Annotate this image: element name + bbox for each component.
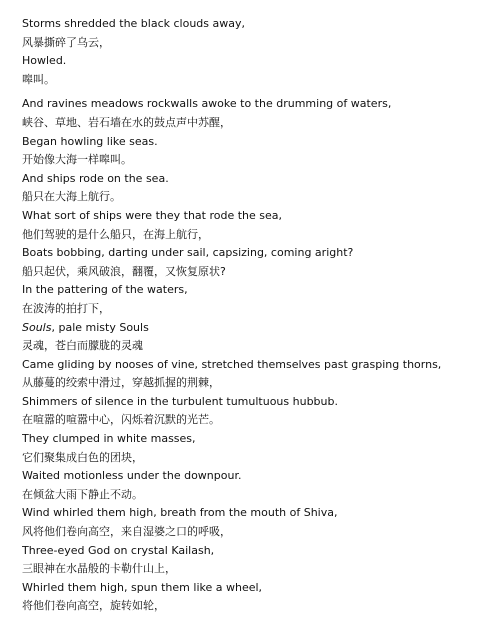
poem-line: 嗥叫。 [22, 72, 55, 86]
poem-line: Came gliding by nooses of vine, stretched themselves past grasping thorns, [22, 357, 442, 371]
poem-line: Storms shredded the black clouds away, [22, 17, 246, 30]
poem-line: 开始像大海一样嗥叫。 [22, 153, 132, 167]
poem-line: Wind whirled them high, breath from the mouth of Shiva, [22, 506, 338, 520]
poem-line: In the pattering of the waters, [22, 283, 188, 297]
poem-line: Howled. [22, 54, 67, 68]
poem-line: Boats bobbing, darting under sail, capsizing, coming aright? [22, 246, 354, 260]
poem-line: And ravines meadows rockwalls awoke to the drumming of waters, [22, 97, 392, 111]
poem-line: 它们聚集成白色的团块， [22, 450, 143, 464]
poem-line: 三眼神在水晶般的卡勒什山上， [22, 562, 176, 576]
poem-line: 将他们卷向高空，旋转如轮， [22, 599, 165, 613]
poem-line-rest: , pale misty Souls [51, 320, 149, 334]
poem-line: Whirled them high, spun them like a wheel, [22, 580, 263, 594]
poem-line: Shimmers of silence in the turbulent tumultuous hubbub. [22, 394, 338, 408]
poem-line: 船只起伏，乘风破浪，翻覆，又恢复原状? [22, 264, 226, 278]
poem-line: Began howling like seas. [22, 134, 158, 148]
poem-line: Waited motionless under the downpour. [22, 469, 242, 483]
poem-line-italic: Souls [22, 320, 52, 334]
stanza-2 [22, 95, 490, 616]
poem-line: 峡谷、草地、岩石墙在水的鼓点声中苏醒， [22, 115, 231, 129]
poem-line: 从藤蔓的绞索中滑过，穿越抓握的荆棘， [22, 376, 220, 390]
poem-line: 风暴撕碎了乌云， [22, 35, 110, 49]
poem-line: 在倾盆大雨下静止不动。 [22, 487, 143, 501]
poem-line: 在波涛的拍打下， [22, 301, 110, 315]
poem-line: 灵魂，苍白而朦胧的灵魂 [22, 339, 143, 353]
poem-line: What sort of ships were they that rode the sea, [22, 208, 283, 222]
poem-line: Three-eyed God on crystal Kailash, [22, 543, 215, 557]
poem-line: 他们驾驶的是什么船只，在海上航行， [22, 227, 209, 241]
poem-line: 在喧嚣的喧嚣中心，闪烁着沉默的光芒。 [22, 413, 220, 427]
poem-line: And ships rode on the sea. [22, 171, 169, 185]
poem-line: 风将他们卷向高空，来自湿婆之口的呼吸， [22, 525, 231, 539]
poem-line [22, 319, 490, 338]
stanza-1 [22, 15, 490, 89]
poem-line: 船只在大海上航行。 [22, 190, 121, 204]
poem-line: They clumped in white masses, [22, 432, 196, 446]
